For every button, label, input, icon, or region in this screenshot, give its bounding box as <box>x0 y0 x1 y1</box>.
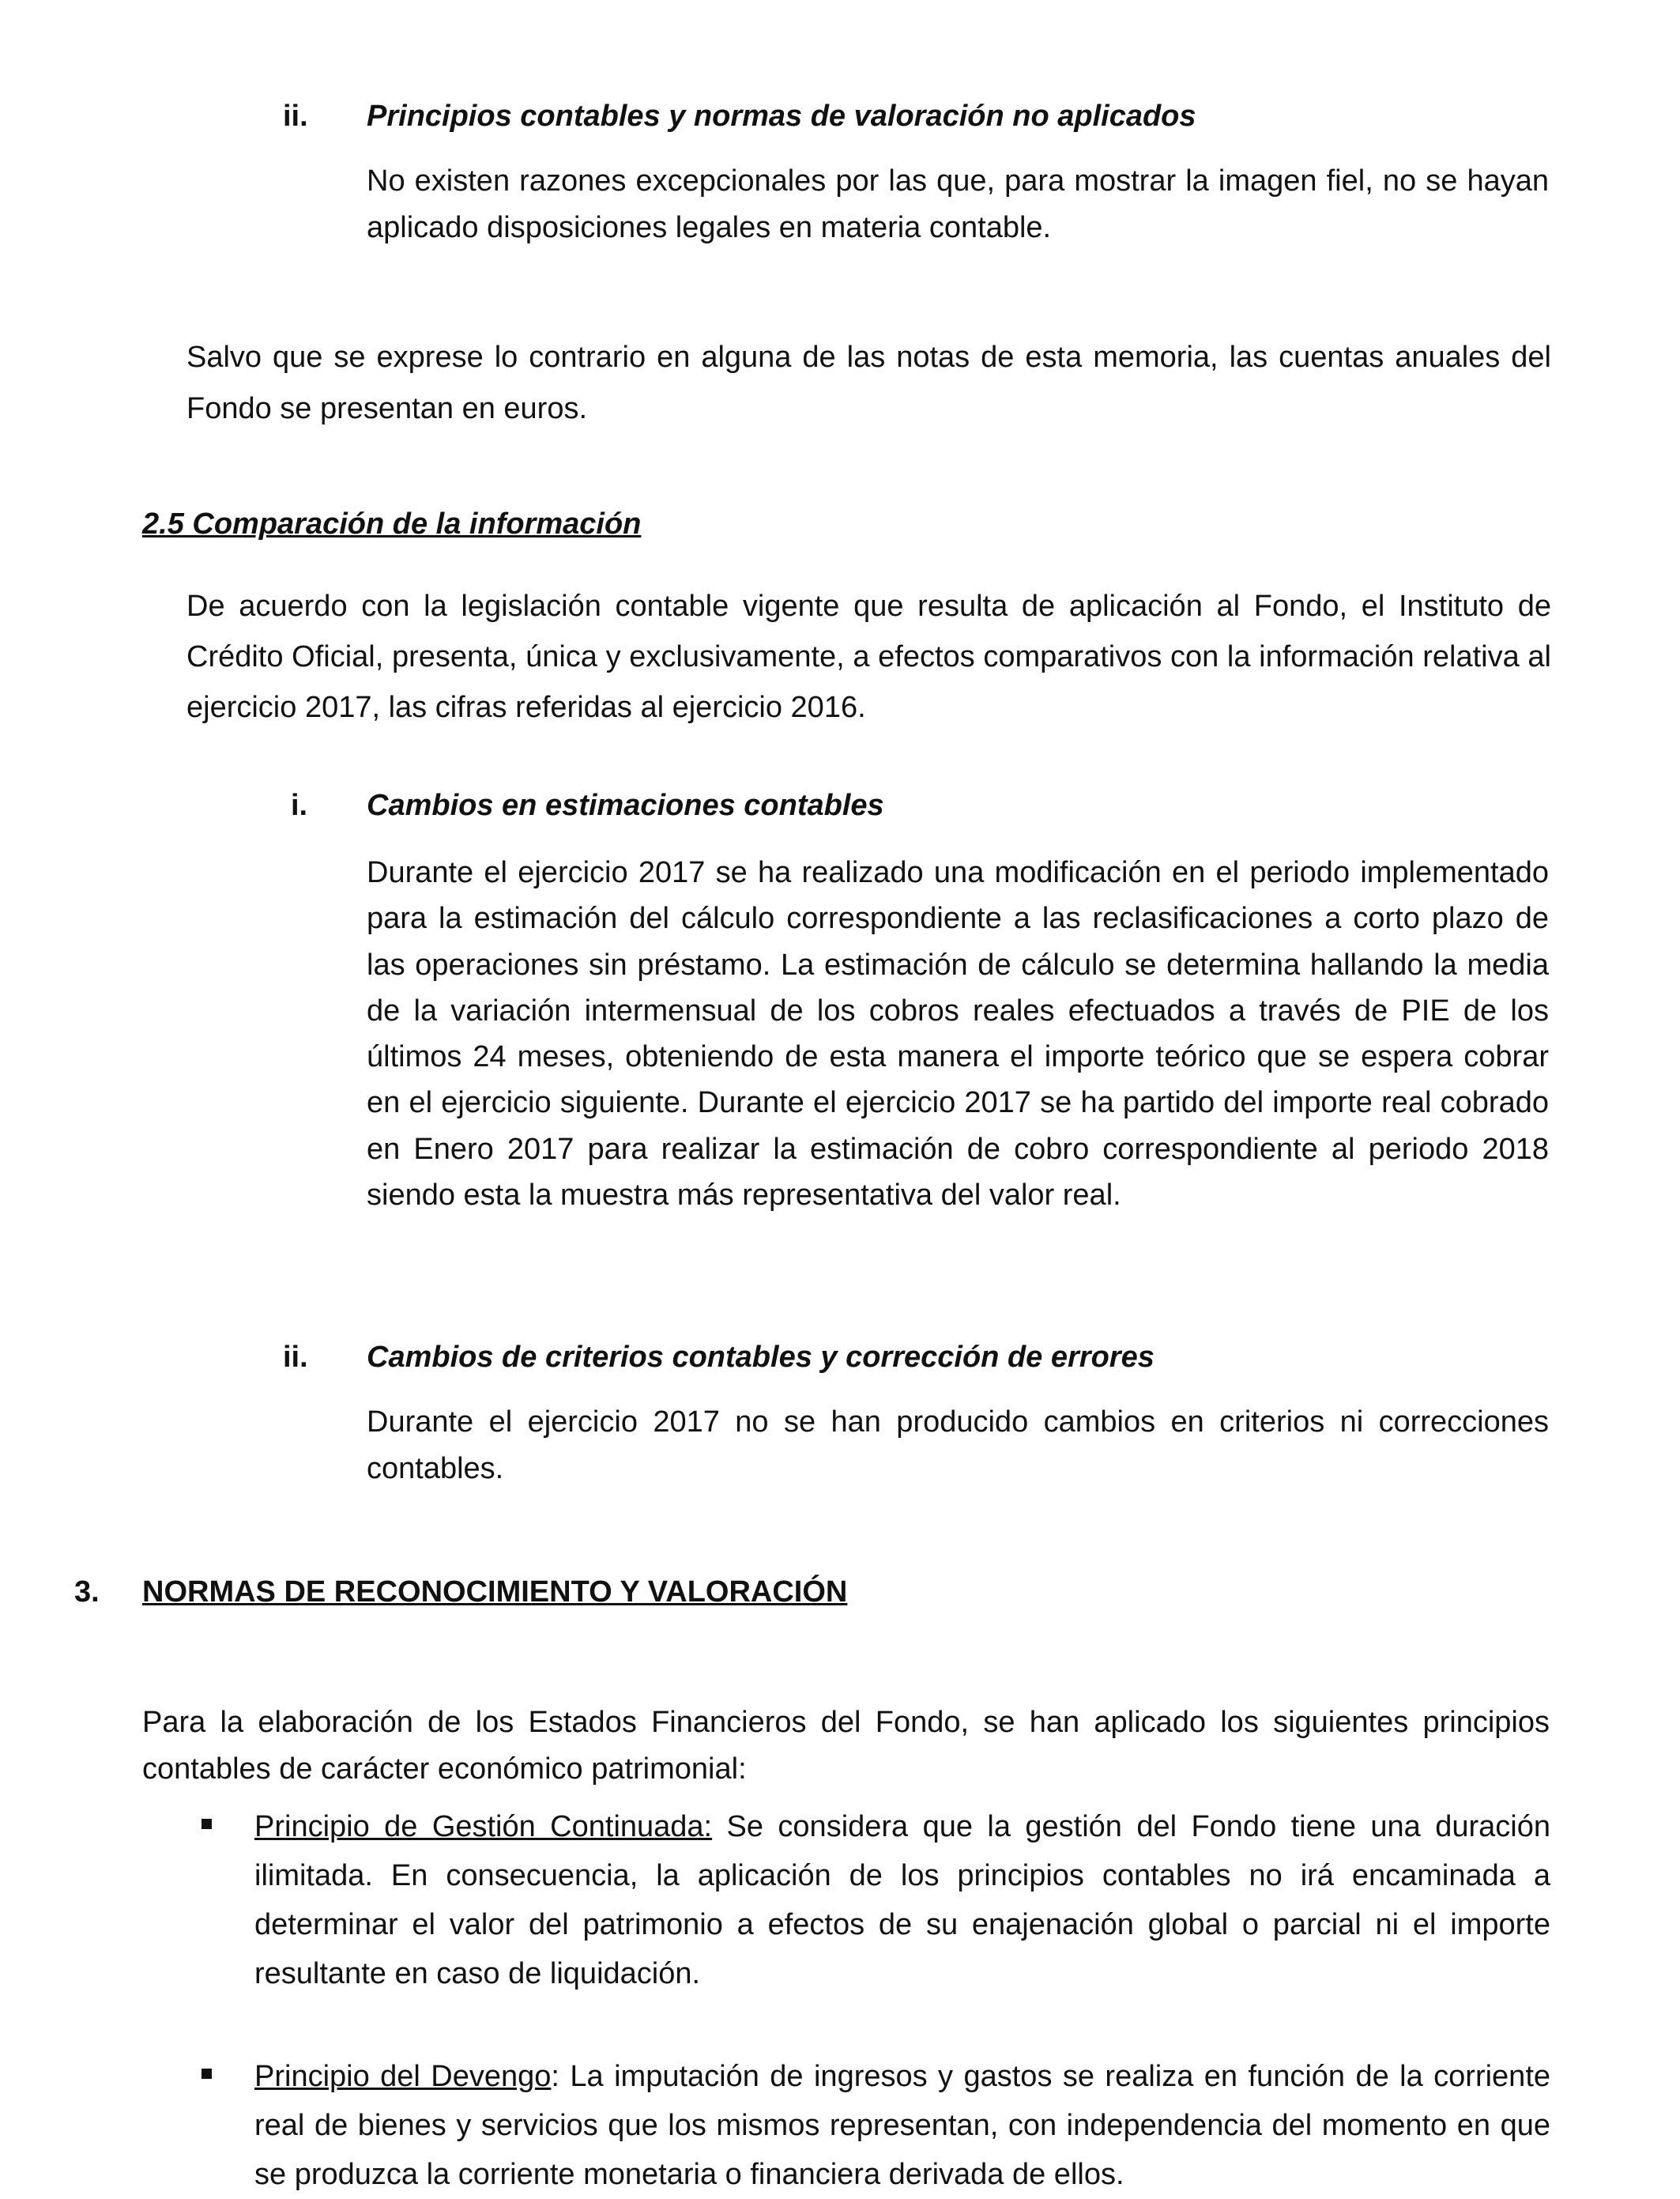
section-ii-body: No existen razones excepcionales por las que, para mostrar la imagen fiel, no se hayan aplicado disposiciones legales en materia contable. <box>367 164 1549 244</box>
section-ii-criteria-title: Cambios de criterios contables y corrección de errores <box>367 1341 1155 1374</box>
section-i-number: i. <box>291 789 308 822</box>
bullet-gestion-continuada <box>254 1802 1550 1998</box>
section-3-intro: Para la elaboración de los Estados Financieros del Fondo, se han aplicado los siguientes principios contables de carácter económico patrimonial: <box>142 1706 1550 1786</box>
section-ii-criteria-number: ii. <box>283 1341 308 1374</box>
section-i-title: Cambios en estimaciones contables <box>367 789 884 822</box>
section-i-body: Durante el ejercicio 2017 se ha realizado una modificación en el periodo implementado para la estimación del cálculo correspondiente a las reclasificaciones a corto plazo de las operaciones sin préstamo. La estimación de cálculo se determina hallando la media de la variación intermensual de los cobros reales efectuados a través de PIE de los últimos 24 meses, obteniendo de esta manera el importe teórico que se espera cobrar en el ejercicio siguiente. Durante el ejercicio 2017 se ha partido del importe real cobrado en Enero 2017 para realizar la estimación de cobro correspondiente al periodo 2018 siendo esta la muestra más representativa del valor real. <box>367 856 1549 1213</box>
section-3-title: NORMAS DE RECONOCIMIENTO Y VALORACIÓN <box>142 1575 848 1609</box>
bullet-term: Principio del Devengo <box>254 2060 552 2093</box>
bullet-devengo <box>254 2052 1550 2199</box>
section-ii-title: Principios contables y normas de valoración no aplicados <box>367 100 1196 133</box>
currency-paragraph: Salvo que se exprese lo contrario en alguna de las notas de esta memoria, las cuentas anuales del Fondo se presentan en euros. <box>186 341 1551 425</box>
section-2-5-title: 2.5 Comparación de la información <box>142 507 642 541</box>
section-ii-number: ii. <box>283 100 308 133</box>
bullet-text: : La imputación de ingresos y gastos se realiza en función de la corriente real de bienes y servicios que los mismos representan, con independencia del momento en que se produzca la corriente monetaria o financiera derivada de ellos. <box>254 2060 1551 2191</box>
bullet-text: Se considera que la gestión del Fondo tiene una duración ilimitada. En consecuencia, la aplicación de los principios contables no irá encaminada a determinar el valor del patrimonio a efectos de su enajenación global o parcial ni el importe resultante en caso de liquidación. <box>254 1810 1550 1990</box>
bullet-marker <box>202 1819 212 1829</box>
section-3-number: 3. <box>74 1575 100 1609</box>
section-2-5-body: De acuerdo con la legislación contable vigente que resulta de aplicación al Fondo, el Instituto de Crédito Oficial, presenta, única y exclusivamente, a efectos comparativos con la información relativa al ejercicio 2017, las cifras referidas al ejercicio 2016. <box>186 590 1551 724</box>
bullet-term: Principio de Gestión Continuada: <box>254 1810 713 1843</box>
section-ii-criteria-body: Durante el ejercicio 2017 no se han producido cambios en criterios ni correcciones contables. <box>367 1405 1549 1485</box>
bullet-marker <box>202 2069 212 2079</box>
